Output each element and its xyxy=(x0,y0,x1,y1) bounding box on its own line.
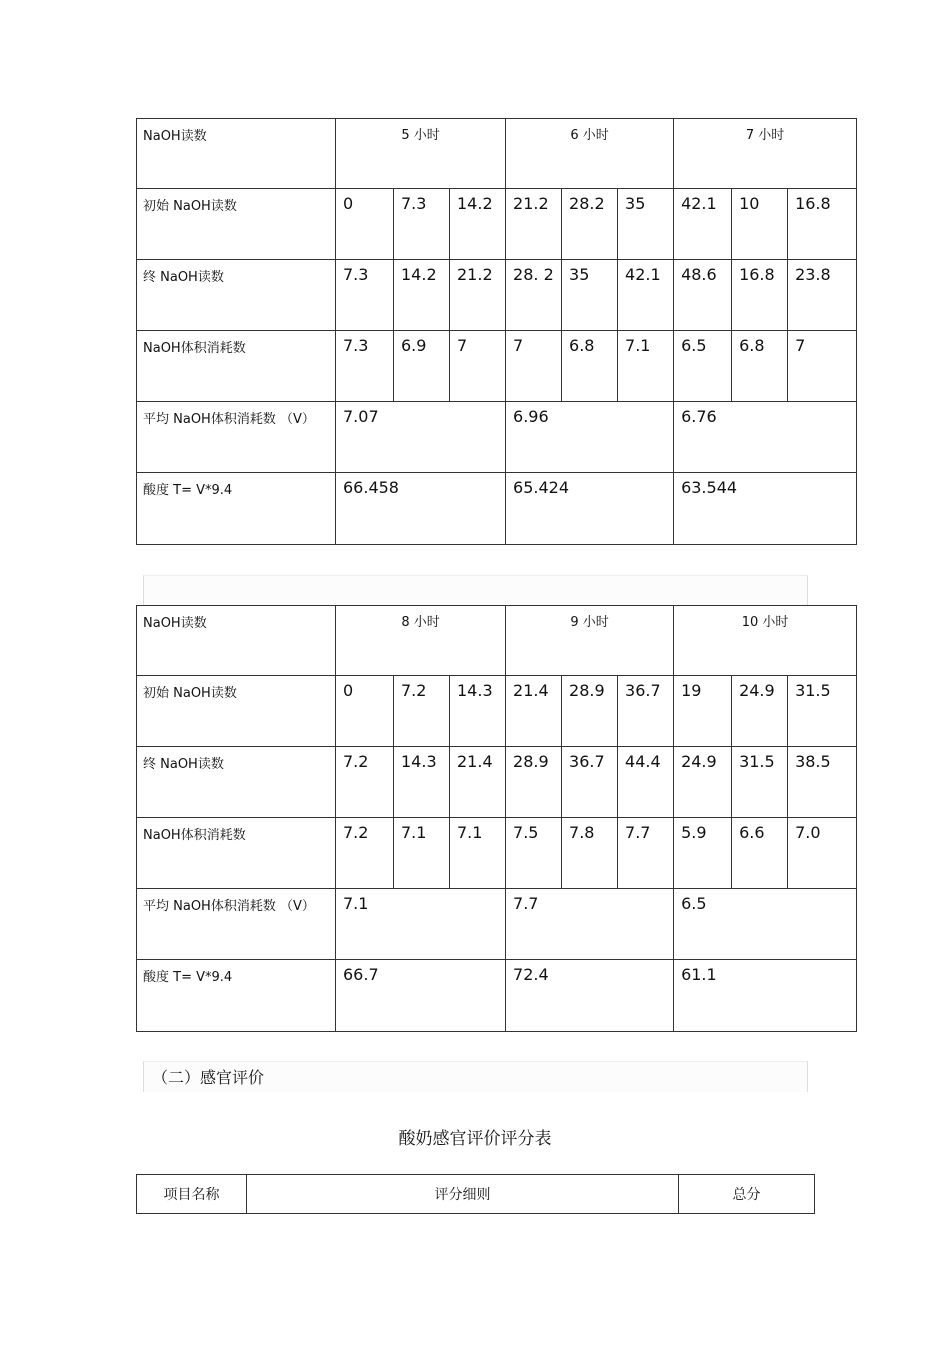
cell: 6.5 xyxy=(674,331,732,402)
naoh-table-2 xyxy=(136,605,857,1032)
cell: 61.1 xyxy=(674,960,857,1032)
cell: 16.8 xyxy=(788,189,857,260)
cell: 63.544 xyxy=(674,473,857,545)
row-label: 酸度 T= V*9.4 xyxy=(137,473,336,545)
cell: 28.2 xyxy=(562,189,618,260)
cell: 6.96 xyxy=(506,402,674,473)
table-row-acidity xyxy=(137,960,857,1032)
period-header: 6 小时 xyxy=(506,119,674,189)
cell: 7.5 xyxy=(506,818,562,889)
cell: 5.9 xyxy=(674,818,732,889)
table-header-row xyxy=(137,1175,815,1214)
cell: 19 xyxy=(674,676,732,747)
cell: 48.6 xyxy=(674,260,732,331)
cell: 66.7 xyxy=(336,960,506,1032)
cell: 21.2 xyxy=(450,260,506,331)
cell: 7.2 xyxy=(336,747,394,818)
cell: 7.7 xyxy=(506,889,674,960)
cell: 7.2 xyxy=(336,818,394,889)
cell: 7.2 xyxy=(394,676,450,747)
row-label: 终 NaOH读数 xyxy=(137,747,336,818)
cell: 6.9 xyxy=(394,331,450,402)
section-title: （二）感官评价 xyxy=(152,1068,265,1087)
cell: 6.5 xyxy=(674,889,857,960)
cell: 16.8 xyxy=(732,260,788,331)
cell: 10 xyxy=(732,189,788,260)
cell: 7.8 xyxy=(562,818,618,889)
cell: 36.7 xyxy=(618,676,674,747)
cell: 7 xyxy=(450,331,506,402)
cell: 38.5 xyxy=(788,747,857,818)
cell: 7 xyxy=(788,331,857,402)
cell: 7.7 xyxy=(618,818,674,889)
period-header: 10 小时 xyxy=(674,606,857,676)
column-header: 总分 xyxy=(679,1175,815,1214)
header-label: NaOH读数 xyxy=(137,606,336,676)
cell: 0 xyxy=(336,189,394,260)
page-break-bar xyxy=(143,575,808,606)
cell: 28.9 xyxy=(506,747,562,818)
cell: 7.1 xyxy=(394,818,450,889)
cell: 6.8 xyxy=(732,331,788,402)
cell: 14.3 xyxy=(450,676,506,747)
row-label: 初始 NaOH读数 xyxy=(137,676,336,747)
cell: 31.5 xyxy=(732,747,788,818)
cell: 7.07 xyxy=(336,402,506,473)
cell: 7.3 xyxy=(394,189,450,260)
table-row-average xyxy=(137,402,857,473)
table-header-row xyxy=(137,606,857,676)
period-header: 9 小时 xyxy=(506,606,674,676)
cell: 65.424 xyxy=(506,473,674,545)
cell: 28. 2 xyxy=(506,260,562,331)
header-label: NaOH读数 xyxy=(137,119,336,189)
row-label: 平均 NaOH体积消耗数 （V） xyxy=(137,402,336,473)
cell: 6.76 xyxy=(674,402,857,473)
cell: 0 xyxy=(336,676,394,747)
naoh-table-1 xyxy=(136,118,857,545)
table-caption: 酸奶感官评价评分表 xyxy=(398,1129,552,1149)
cell: 14.2 xyxy=(394,260,450,331)
cell: 35 xyxy=(618,189,674,260)
cell: 44.4 xyxy=(618,747,674,818)
table-header-row xyxy=(137,119,857,189)
cell: 7.1 xyxy=(618,331,674,402)
period-header: 7 小时 xyxy=(674,119,857,189)
period-header: 5 小时 xyxy=(336,119,506,189)
table-row-final xyxy=(137,747,857,818)
table-row-initial xyxy=(137,676,857,747)
sensory-score-table xyxy=(136,1174,815,1214)
cell: 31.5 xyxy=(788,676,857,747)
row-label: NaOH体积消耗数 xyxy=(137,818,336,889)
cell: 28.9 xyxy=(562,676,618,747)
column-header: 项目名称 xyxy=(137,1175,247,1214)
cell: 42.1 xyxy=(618,260,674,331)
row-label: 平均 NaOH体积消耗数 （V） xyxy=(137,889,336,960)
table-row-consumed xyxy=(137,818,857,889)
row-label: 酸度 T= V*9.4 xyxy=(137,960,336,1032)
cell: 24.9 xyxy=(732,676,788,747)
row-label: NaOH体积消耗数 xyxy=(137,331,336,402)
cell: 23.8 xyxy=(788,260,857,331)
column-header: 评分细则 xyxy=(247,1175,679,1214)
row-label: 初始 NaOH读数 xyxy=(137,189,336,260)
cell: 6.6 xyxy=(732,818,788,889)
cell: 21.2 xyxy=(506,189,562,260)
cell: 36.7 xyxy=(562,747,618,818)
cell: 7.0 xyxy=(788,818,857,889)
cell: 7.3 xyxy=(336,260,394,331)
cell: 7.3 xyxy=(336,331,394,402)
table-row-average xyxy=(137,889,857,960)
cell: 21.4 xyxy=(450,747,506,818)
table-row-consumed xyxy=(137,331,857,402)
cell: 24.9 xyxy=(674,747,732,818)
cell: 14.2 xyxy=(450,189,506,260)
cell: 42.1 xyxy=(674,189,732,260)
cell: 72.4 xyxy=(506,960,674,1032)
cell: 14.3 xyxy=(394,747,450,818)
table-row-acidity xyxy=(137,473,857,545)
cell: 7 xyxy=(506,331,562,402)
cell: 66.458 xyxy=(336,473,506,545)
cell: 6.8 xyxy=(562,331,618,402)
cell: 7.1 xyxy=(336,889,506,960)
cell: 21.4 xyxy=(506,676,562,747)
period-header: 8 小时 xyxy=(336,606,506,676)
table-row-initial xyxy=(137,189,857,260)
cell: 7.1 xyxy=(450,818,506,889)
row-label: 终 NaOH读数 xyxy=(137,260,336,331)
cell: 35 xyxy=(562,260,618,331)
table-row-final xyxy=(137,260,857,331)
